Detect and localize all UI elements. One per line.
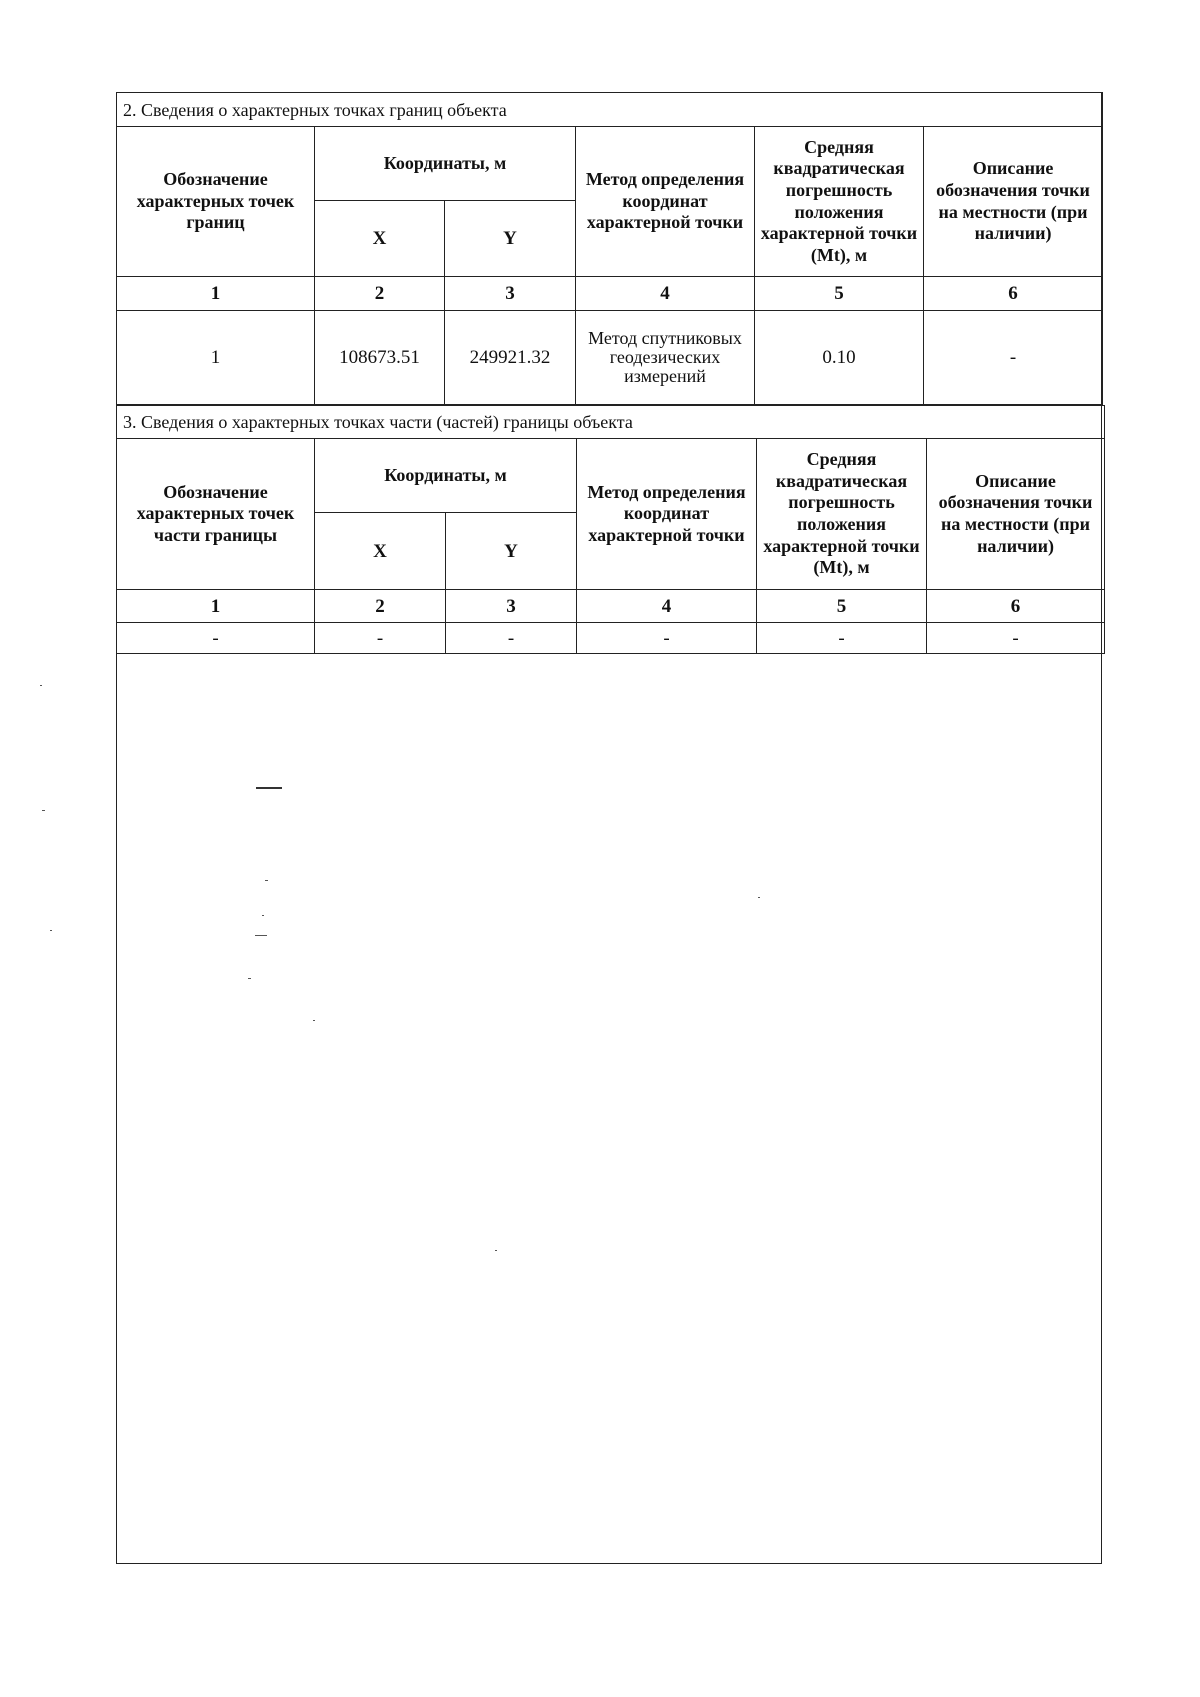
cell-x: - (315, 623, 446, 654)
column-number: 5 (757, 590, 927, 623)
section-2-title: 2. Сведения о характерных точках границ объекта (117, 93, 1103, 127)
boundary-points-table (116, 92, 1103, 405)
cell-y: 249921.32 (445, 311, 576, 405)
table-row (117, 311, 1103, 405)
cell-description: - (927, 623, 1105, 654)
header-designation: Обозначение характерных точек части границы (117, 439, 315, 590)
header-error: Средняя квадратическая погрешность положения характерной точки (Mt), м (757, 439, 927, 590)
cell-error: - (757, 623, 927, 654)
header-method: Метод определения координат характерной точки (577, 439, 757, 590)
header-method: Метод определения координат характерной точки (576, 127, 755, 277)
boundary-part-points-table (116, 405, 1105, 654)
column-number: 1 (117, 277, 315, 311)
header-error: Средняя квадратическая погрешность положения характерной точки (Mt), м (755, 127, 924, 277)
header-x: X (315, 513, 446, 590)
cell-error: 0.10 (755, 311, 924, 405)
column-number: 6 (927, 590, 1105, 623)
header-designation: Обозначение характерных точек границ (117, 127, 315, 277)
column-number: 4 (577, 590, 757, 623)
header-description: Описание обозначения точки на местности (при наличии) (924, 127, 1103, 277)
column-number: 2 (315, 277, 445, 311)
cell-description: - (924, 311, 1103, 405)
header-y: Y (446, 513, 577, 590)
header-coordinates: Координаты, м (315, 127, 576, 201)
header-x: X (315, 201, 445, 277)
table-row (117, 623, 1105, 654)
header-description: Описание обозначения точки на местности (при наличии) (927, 439, 1105, 590)
column-number: 1 (117, 590, 315, 623)
column-number: 5 (755, 277, 924, 311)
header-y: Y (445, 201, 576, 277)
column-number: 6 (924, 277, 1103, 311)
header-coordinates: Координаты, м (315, 439, 577, 513)
column-number: 4 (576, 277, 755, 311)
cell-designation: 1 (117, 311, 315, 405)
column-number: 2 (315, 590, 446, 623)
section-3-title: 3. Сведения о характерных точках части (частей) границы объекта (117, 406, 1105, 439)
cell-x: 108673.51 (315, 311, 445, 405)
column-number: 3 (445, 277, 576, 311)
column-number: 3 (446, 590, 577, 623)
cell-method: - (577, 623, 757, 654)
cell-y: - (446, 623, 577, 654)
cell-method: Метод спутниковых геодезических измерений (576, 311, 755, 405)
cell-designation: - (117, 623, 315, 654)
